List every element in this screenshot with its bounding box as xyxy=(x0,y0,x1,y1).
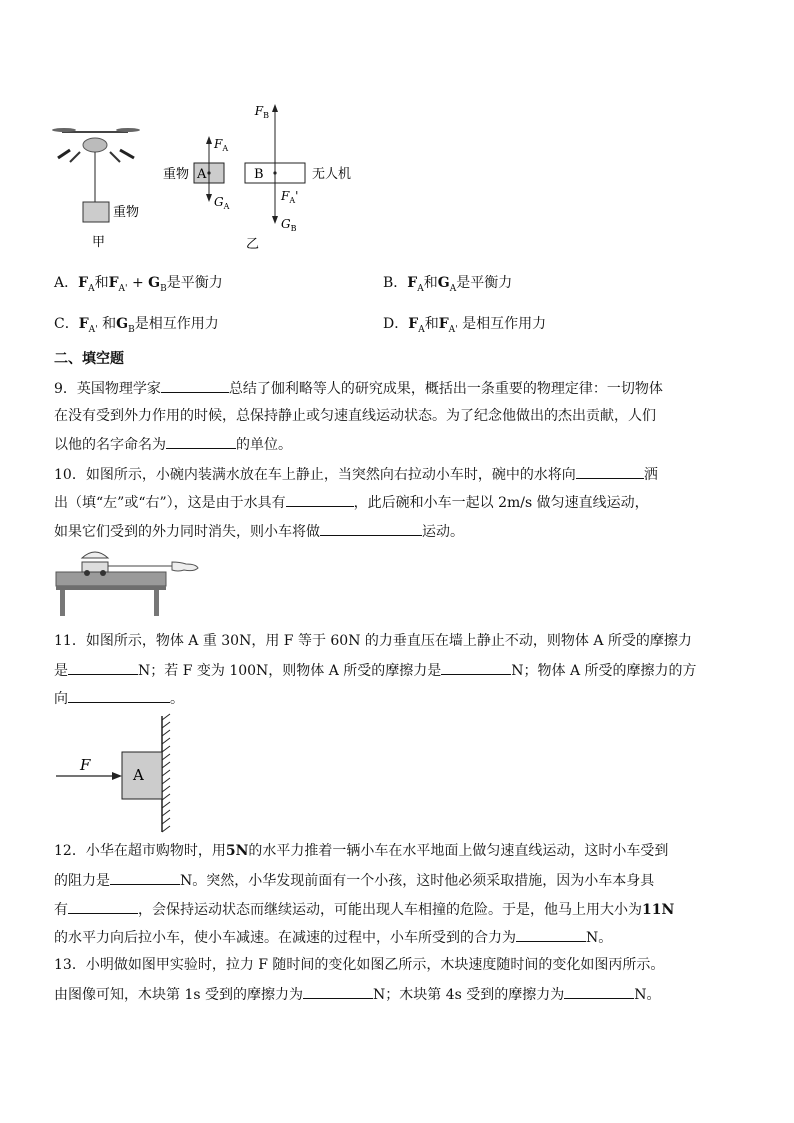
q11-line3 xyxy=(54,688,184,709)
option-a-tail: 是平衡力 xyxy=(166,275,223,291)
option-c-s2: B xyxy=(128,324,135,335)
gb-sub: B xyxy=(290,224,297,233)
option-d-s1: A xyxy=(418,324,425,335)
option-b-s1: A xyxy=(417,283,424,294)
q10-blank-1[interactable] xyxy=(576,464,644,479)
option-a-mid: 和 xyxy=(94,275,109,291)
option-d[interactable] xyxy=(383,314,546,340)
fb-label: F xyxy=(254,104,264,118)
q9-text-3b: 的单位。 xyxy=(236,437,292,453)
fa-label: F xyxy=(214,137,223,151)
fb-sub: B xyxy=(263,111,269,120)
svg-text:FA xyxy=(213,137,228,153)
q11-text-2c: N；物体 A 所受的摩擦力的方 xyxy=(511,663,697,679)
q12-text-4b: N。 xyxy=(586,930,613,946)
option-d-s2: A' xyxy=(448,324,458,335)
option-a[interactable] xyxy=(54,273,223,299)
option-c-tail: 是相互作用力 xyxy=(134,316,219,332)
option-a-s2: A' xyxy=(118,283,128,294)
q12-text-1b: 5N xyxy=(225,843,249,859)
option-a-prefix: A． xyxy=(54,275,79,291)
q13-text-2a: 由图像可知，木块第 1s 受到的摩擦力为 xyxy=(54,987,303,1003)
q12-line4 xyxy=(54,927,612,948)
svg-text:GB xyxy=(281,217,297,233)
option-a-f3: G xyxy=(148,275,161,291)
q12-text-3a: 有 xyxy=(54,902,68,918)
q13-line1: 13．小明做如图甲实验时，拉力 F 随时间的变化如图乙所示，木块速度随时间的变化如图丙所示。 xyxy=(54,957,665,973)
option-d-prefix: D． xyxy=(383,316,409,332)
jia-label: 甲 xyxy=(92,235,106,250)
cargo-label: 重物 xyxy=(113,205,140,220)
option-c-s1: A' xyxy=(88,324,98,335)
q10-blank-2[interactable] xyxy=(286,492,354,507)
svg-text:FA' xyxy=(280,189,298,205)
q10-text-3b: 运动。 xyxy=(422,524,464,540)
q9-line2: 在没有受到外力作用的时候，总保持静止或匀速直线运动状态。为了纪念他做出的杰出贡献，人们 xyxy=(54,408,656,424)
option-d-f1: F xyxy=(408,316,419,332)
option-c-prefix: C． xyxy=(54,316,79,332)
yi-label: 乙 xyxy=(246,237,260,252)
q12-text-1a: 12．小华在超市购物时，用 xyxy=(54,843,226,859)
option-c-f1: F xyxy=(78,316,89,332)
ga-sub: A xyxy=(223,202,230,211)
q11-line2 xyxy=(54,660,697,681)
option-b-s2: A xyxy=(449,283,457,294)
option-b-prefix: B． xyxy=(383,275,408,291)
option-a-s1: A xyxy=(88,283,95,294)
q11-blank-1[interactable] xyxy=(68,660,138,675)
option-d-tail: 是相互作用力 xyxy=(457,316,547,332)
q9-line3 xyxy=(54,434,292,455)
option-a-f2: F xyxy=(108,275,119,291)
q12-text-1c: 的水平力推着一辆小车在水平地面上做匀速直线运动，这时小车受到 xyxy=(248,843,669,859)
q13-blank-1[interactable] xyxy=(303,984,373,999)
option-a-f1: F xyxy=(78,275,89,291)
q12-text-3c: 11N xyxy=(642,902,675,918)
figure-block-wall xyxy=(54,712,194,837)
option-d-mid: 和 xyxy=(424,316,439,332)
figure-bowl-cart xyxy=(54,548,204,618)
drone-label: 无人机 xyxy=(312,167,352,182)
q11-text-3b: 。 xyxy=(170,691,184,707)
force-f-label: F xyxy=(80,756,91,774)
q12-blank-1[interactable] xyxy=(110,870,180,885)
svg-text:FB xyxy=(254,104,269,120)
q10-blank-3[interactable] xyxy=(320,521,422,536)
option-d-f2: F xyxy=(438,316,449,332)
q13-text-2b: N；木块第 4s 受到的摩擦力为 xyxy=(373,987,565,1003)
svg-text:GA xyxy=(214,195,230,211)
option-c-f2: G xyxy=(116,316,129,332)
box-b-label: B xyxy=(254,167,264,182)
q10-text-1b: 洒 xyxy=(643,467,658,483)
ga-label: G xyxy=(214,195,224,209)
q13-text-2c: N。 xyxy=(634,987,661,1003)
q9-text-1a: 9．英国物理学家 xyxy=(54,381,161,397)
q9-blank-2[interactable] xyxy=(166,434,236,449)
q12-line1 xyxy=(54,841,668,861)
q11-line1: 11．如图所示，物体 A 重 30N，用 F 等于 60N 的力垂直压在墙上静止不动，则物体 A 所受的摩擦力 xyxy=(54,633,692,649)
q9-blank-1[interactable] xyxy=(161,378,229,393)
q10-line1 xyxy=(54,464,658,485)
q10-line3 xyxy=(54,521,464,542)
fa-sub: A xyxy=(222,144,229,153)
box-a-label: A xyxy=(197,167,207,182)
q13-line2 xyxy=(54,984,661,1005)
q12-text-3b: ，会保持运动状态而继续运动，可能出现人车相撞的危险。于是，他马上用大小为 xyxy=(138,902,642,918)
option-a-s3: B xyxy=(160,283,167,294)
q10-line2 xyxy=(54,492,649,513)
q10-text-3a: 如果它们受到的外力同时消失，则小车将做 xyxy=(54,524,320,540)
q11-text-3a: 向 xyxy=(54,691,68,707)
option-b[interactable] xyxy=(383,273,512,299)
option-b-f2: G xyxy=(437,275,450,291)
q11-blank-3[interactable] xyxy=(68,688,170,703)
option-b-tail: 是平衡力 xyxy=(456,275,513,291)
q12-text-2b: N。突然，小华发现前面有一个小孩，这时他必须采取措施，因为小车本身具 xyxy=(180,873,655,889)
q10-text-2b: ，此后碗和小车一起以 2m/s 做匀速直线运动， xyxy=(353,495,649,511)
q13-blank-2[interactable] xyxy=(564,984,634,999)
q9-text-1b: 总结了伽利略等人的研究成果，概括出一条重要的物理定律：一切物体 xyxy=(228,381,663,397)
block-a-label: A xyxy=(133,766,144,784)
q10-text-2a: 出（填“左”或“右”），这是由于水具有 xyxy=(54,495,286,511)
q11-text-2b: N；若 F 变为 100N，则物体 A 所受的摩擦力是 xyxy=(138,663,442,679)
section-title: 二、填空题 xyxy=(54,351,124,367)
fa2-prime: ' xyxy=(295,189,299,203)
figure-drone-forces xyxy=(50,100,370,260)
gb-label: G xyxy=(281,217,291,231)
q12-blank-3[interactable] xyxy=(516,927,586,942)
fa2-sub: A xyxy=(289,196,296,205)
fa2-label: F xyxy=(281,189,290,203)
cargo-label-2: 重物 xyxy=(163,167,190,182)
q12-blank-2[interactable] xyxy=(68,899,138,914)
q12-line2 xyxy=(54,870,654,891)
q12-text-2a: 的阻力是 xyxy=(54,873,110,889)
option-c[interactable] xyxy=(54,314,219,340)
option-c-mid: 和 xyxy=(97,316,117,332)
q9-text-3a: 以他的名字命名为 xyxy=(54,437,166,453)
q12-text-4a: 的水平力向后拉小车，使小车减速。在减速的过程中，小车所受到的合力为 xyxy=(54,930,516,946)
q12-line3 xyxy=(54,899,674,920)
q11-blank-2[interactable] xyxy=(441,660,511,675)
option-b-mid: 和 xyxy=(423,275,438,291)
option-a-mid2: + xyxy=(127,275,149,291)
q9-line1 xyxy=(54,378,663,399)
q10-text-1a: 10．如图所示，小碗内装满水放在车上静止，当突然向右拉动小车时，碗中的水将向 xyxy=(54,467,576,483)
option-b-f1: F xyxy=(407,275,418,291)
q11-text-2a: 是 xyxy=(54,663,68,679)
